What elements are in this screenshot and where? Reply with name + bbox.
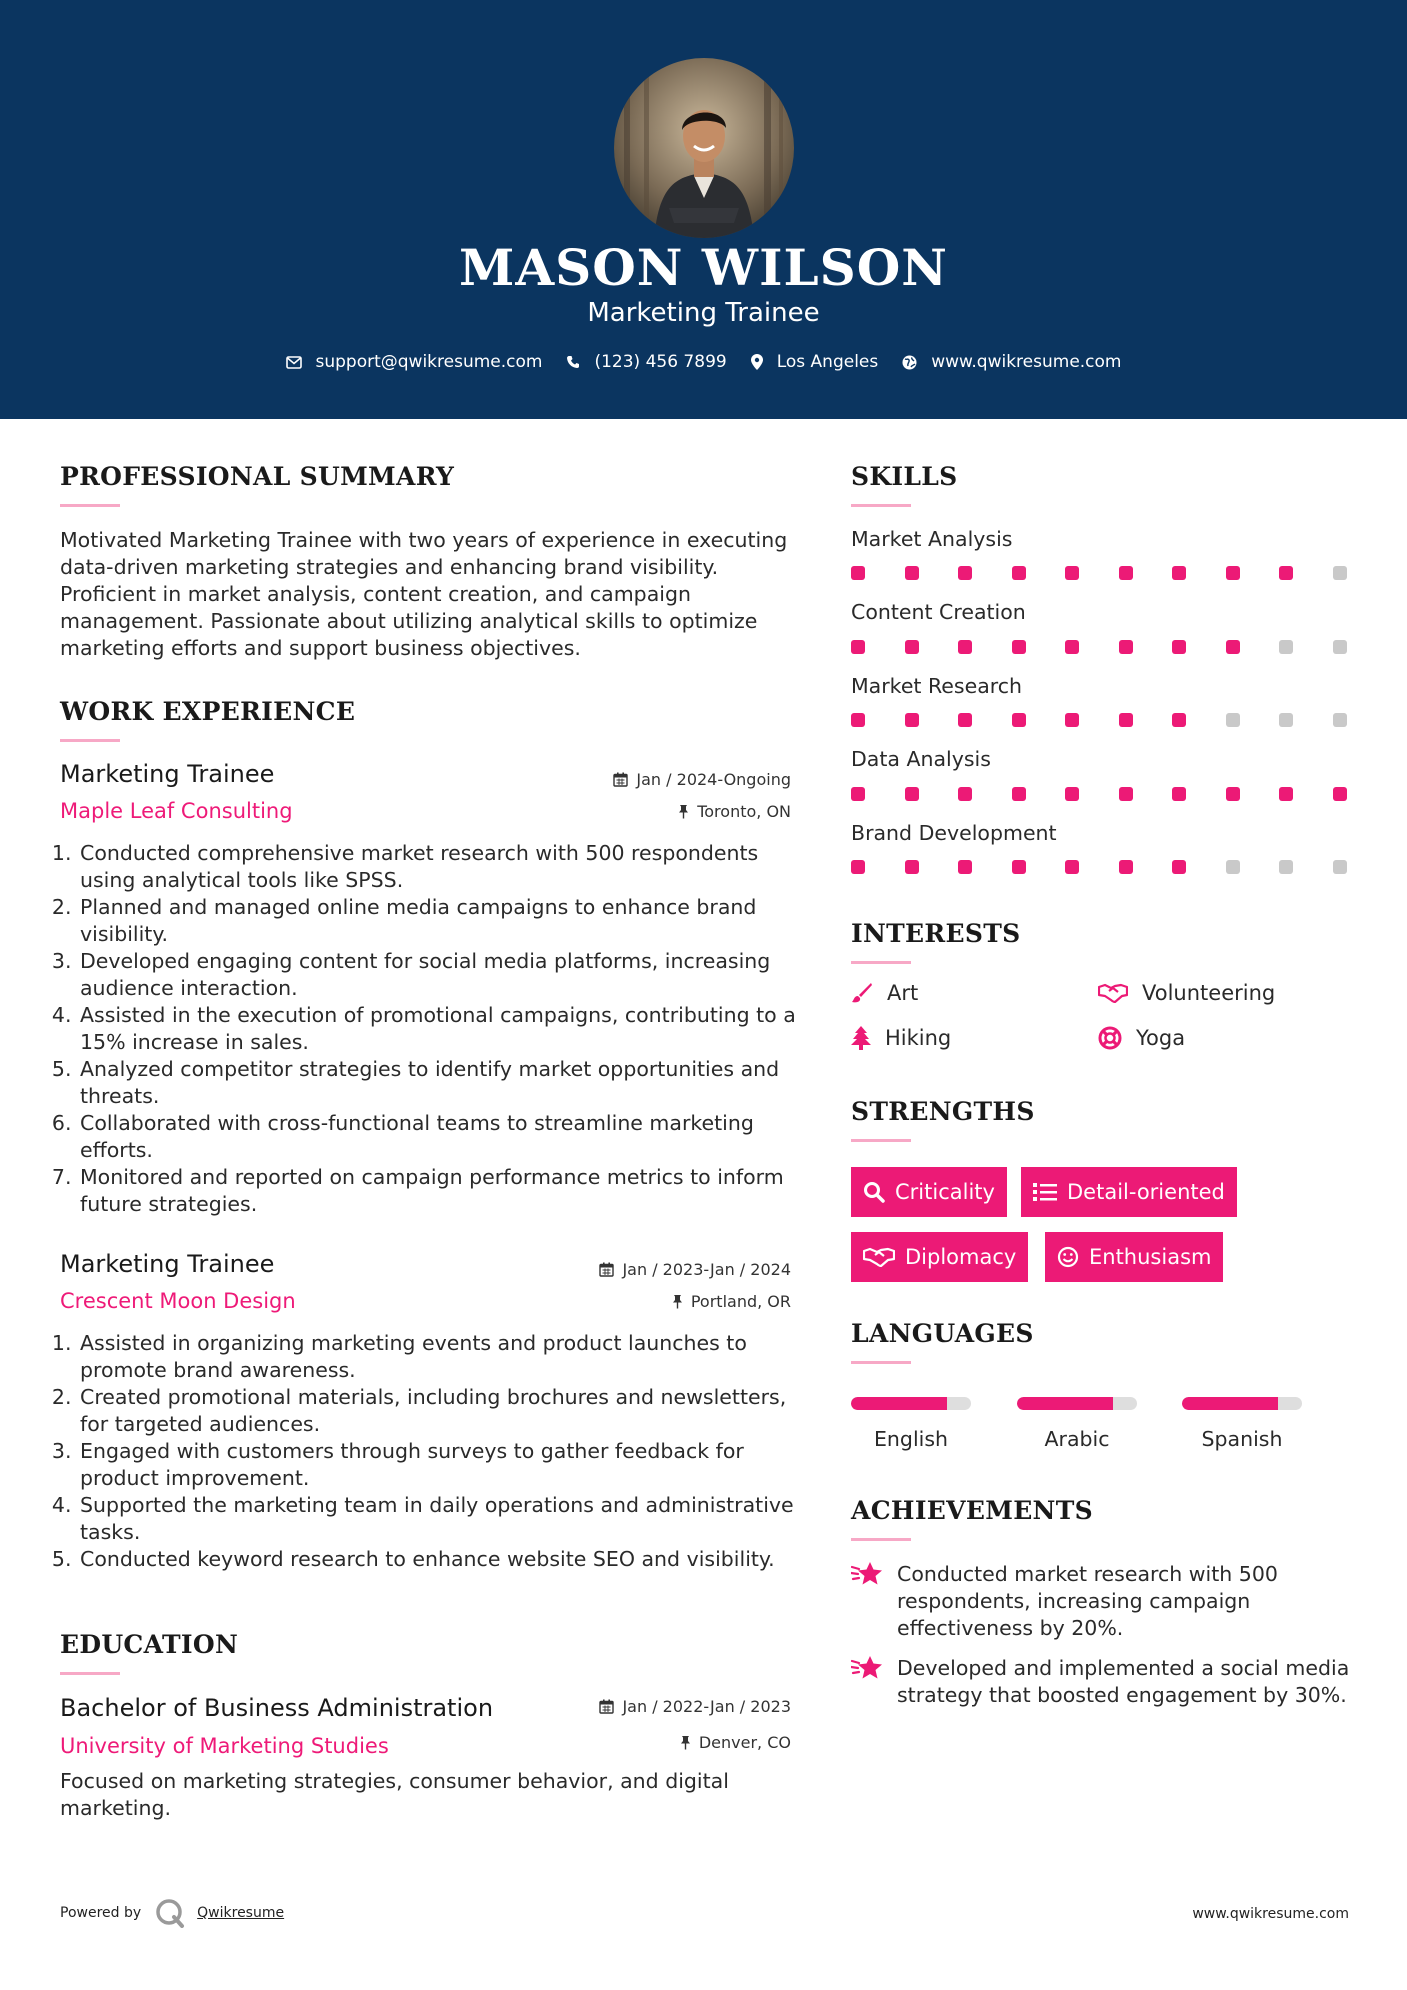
interest-label: Art: [887, 981, 919, 1005]
pushpin-icon: [678, 804, 689, 819]
smile-icon: [1057, 1246, 1079, 1268]
interest-label: Yoga: [1136, 1026, 1186, 1050]
interests-heading: INTERESTS: [851, 919, 1021, 948]
profile-photo: [614, 58, 794, 238]
list-item: 3. Engaged with customers through surveys to gather feedback for product improvement.: [78, 1438, 800, 1492]
pushpin-icon: [672, 1294, 683, 1309]
rating-dot-filled: [1333, 787, 1347, 801]
rating-dot-filled: [905, 566, 919, 580]
footer-powered-by: [60, 1898, 284, 1928]
rating-dot-filled: [1226, 640, 1240, 654]
skill-name: Data Analysis: [851, 747, 991, 771]
rating-dot-filled: [1065, 713, 1079, 727]
education-degree: Bachelor of Business Administration: [60, 1694, 494, 1722]
rating-dot-filled: [905, 860, 919, 874]
achievement-item: [851, 1561, 1351, 1642]
skills-divider: [851, 504, 911, 507]
envelope-icon: [286, 356, 302, 369]
globe-icon: [902, 355, 917, 370]
rating-dot-filled: [1012, 640, 1026, 654]
strength-label: Enthusiasm: [1089, 1245, 1212, 1269]
skills-heading: SKILLS: [851, 462, 958, 491]
rating-dot-filled: [905, 787, 919, 801]
strength-label: Diplomacy: [905, 1245, 1017, 1269]
calendar-icon: [599, 1699, 614, 1714]
job-2-date-text: Jan / 2023-Jan / 2024: [622, 1260, 791, 1279]
star-icon: [851, 1561, 883, 1587]
job-1-date: [450, 770, 791, 789]
rating-dot-filled: [1119, 787, 1133, 801]
skill-rating: [851, 566, 1386, 580]
list-item: 2. Created promotional materials, including brochures and newsletters, for targeted audiences.: [78, 1384, 800, 1438]
achievements-heading: ACHIEVEMENTS: [851, 1496, 1093, 1525]
rating-dot-empty: [1333, 713, 1347, 727]
contact-location[interactable]: [751, 352, 879, 372]
list-item: 5. Conducted keyword research to enhance website SEO and visibility.: [78, 1546, 800, 1573]
interests-divider: [851, 961, 911, 964]
lifebuoy-icon: [1098, 1026, 1122, 1050]
rating-dot-empty: [1333, 566, 1347, 580]
rating-dot-empty: [1279, 640, 1293, 654]
education-date: [450, 1697, 791, 1716]
contact-location-text: Los Angeles: [776, 352, 879, 372]
education-location-text: Denver, CO: [698, 1733, 791, 1752]
rating-dot-filled: [851, 787, 865, 801]
education-school: University of Marketing Studies: [60, 1734, 389, 1758]
rating-dot-filled: [1172, 640, 1186, 654]
rating-dot-filled: [1065, 566, 1079, 580]
job-2-location-text: Portland, OR: [690, 1292, 791, 1311]
rating-dot-filled: [1172, 787, 1186, 801]
achievement-text: Developed and implemented a social media strategy that boosted engagement by 30%.: [897, 1656, 1350, 1707]
language-level-bar: [1017, 1397, 1137, 1410]
rating-dot-filled: [1172, 860, 1186, 874]
rating-dot-empty: [1279, 860, 1293, 874]
job-1-company: Maple Leaf Consulting: [60, 799, 293, 823]
job-2-title: Marketing Trainee: [60, 1250, 275, 1278]
strength-tag: [1045, 1232, 1223, 1282]
skill-rating: [851, 713, 1386, 727]
job-2-location: [450, 1292, 791, 1311]
strength-label: Detail-oriented: [1067, 1180, 1225, 1204]
job-1-title: Marketing Trainee: [60, 760, 275, 788]
language-level-fill: [851, 1397, 947, 1410]
rating-dot-filled: [1012, 787, 1026, 801]
resume-header: [0, 0, 1407, 419]
contact-website[interactable]: [902, 352, 1121, 372]
rating-dot-filled: [1119, 640, 1133, 654]
rating-dot-filled: [905, 713, 919, 727]
rating-dot-filled: [1119, 566, 1133, 580]
job-2-company: Crescent Moon Design: [60, 1289, 296, 1313]
calendar-icon: [613, 772, 628, 787]
contact-website-text: www.qwikresume.com: [931, 352, 1122, 372]
interest-label: Hiking: [885, 1026, 952, 1050]
achievement-text: Conducted market research with 500 respondents, increasing campaign effectiveness by 20%.: [897, 1562, 1278, 1640]
rating-dot-filled: [1172, 713, 1186, 727]
rating-dot-empty: [1333, 860, 1347, 874]
qwikresume-logo-icon: [155, 1898, 185, 1928]
job-1-date-text: Jan / 2024-Ongoing: [636, 770, 791, 789]
summary-divider: [60, 504, 120, 507]
rating-dot-empty: [1333, 640, 1347, 654]
rating-dot-filled: [851, 713, 865, 727]
job-1-location-text: Toronto, ON: [697, 802, 791, 821]
candidate-role: Marketing Trainee: [587, 298, 820, 328]
map-marker-icon: [751, 354, 763, 370]
list-item: 4. Supported the marketing team in daily operations and administrative tasks.: [78, 1492, 800, 1546]
language-name: Arabic: [1044, 1427, 1110, 1451]
job-2-bullets: [60, 1330, 800, 1573]
rating-dot-empty: [1226, 713, 1240, 727]
interest-item: [1098, 981, 1275, 1005]
calendar-icon: [599, 1262, 614, 1277]
education-description: Focused on marketing strategies, consumer behavior, and digital marketing.: [60, 1769, 729, 1820]
skill-rating: [851, 860, 1386, 874]
interest-label: Volunteering: [1142, 981, 1276, 1005]
summary-heading: PROFESSIONAL SUMMARY: [60, 462, 455, 491]
powered-by-label: Powered by: [60, 1905, 142, 1921]
rating-dot-filled: [1012, 713, 1026, 727]
paintbrush-icon: [851, 982, 873, 1004]
interest-item: [1098, 1026, 1185, 1050]
list-item: 4. Assisted in the execution of promotional campaigns, contributing to a 15% increase in sales.: [78, 1002, 800, 1056]
education-heading: EDUCATION: [60, 1630, 239, 1659]
skill-name: Market Research: [851, 674, 1023, 698]
skill-rating: [851, 787, 1386, 801]
rating-dot-filled: [1119, 713, 1133, 727]
strength-tag: [851, 1167, 1007, 1217]
strengths-divider: [851, 1139, 911, 1142]
list-item: 6. Collaborated with cross-functional teams to streamline marketing efforts.: [78, 1110, 800, 1164]
rating-dot-filled: [1065, 640, 1079, 654]
handshake-icon: [863, 1247, 895, 1267]
job-2-date: [450, 1260, 791, 1279]
contact-phone[interactable]: [566, 352, 726, 372]
strength-label: Criticality: [895, 1180, 995, 1204]
language-name: English: [873, 1427, 949, 1451]
achievements-divider: [851, 1538, 911, 1541]
skill-name: Market Analysis: [851, 527, 1013, 551]
qwikresume-link[interactable]: Qwikresume: [197, 1905, 285, 1921]
contact-email-text: support@qwikresume.com: [315, 352, 543, 372]
profile-photo-image: [614, 58, 794, 238]
list-item: 7. Monitored and reported on campaign performance metrics to inform future strategies.: [78, 1164, 800, 1218]
strength-tag: [851, 1232, 1028, 1282]
rating-dot-filled: [905, 640, 919, 654]
contact-phone-text: (123) 456 7899: [594, 352, 727, 372]
search-icon: [863, 1181, 885, 1203]
language-level-fill: [1182, 1397, 1278, 1410]
list-item: 5. Analyzed competitor strategies to identify market opportunities and threats.: [78, 1056, 800, 1110]
rating-dot-filled: [851, 566, 865, 580]
job-1-location: [450, 802, 791, 821]
rating-dot-filled: [1226, 787, 1240, 801]
experience-divider: [60, 739, 120, 742]
list-item: 1. Assisted in organizing marketing events and product launches to promote brand awareness.: [78, 1330, 800, 1384]
skill-name: Content Creation: [851, 600, 1026, 624]
skill-name: Brand Development: [851, 821, 1057, 845]
rating-dot-filled: [958, 787, 972, 801]
list-item: 2. Planned and managed online media campaigns to enhance brand visibility.: [78, 894, 800, 948]
rating-dot-filled: [958, 640, 972, 654]
interest-item: [851, 1026, 951, 1050]
rating-dot-filled: [1279, 566, 1293, 580]
language-level-bar: [851, 1397, 971, 1410]
skill-rating: [851, 640, 1386, 654]
education-divider: [60, 1672, 120, 1675]
star-icon: [851, 1655, 883, 1681]
phone-icon: [566, 355, 580, 369]
contact-email[interactable]: [286, 352, 543, 372]
rating-dot-filled: [1065, 787, 1079, 801]
rating-dot-filled: [1012, 860, 1026, 874]
language-level-fill: [1017, 1397, 1113, 1410]
achievement-item: [851, 1655, 1351, 1709]
languages-heading: LANGUAGES: [851, 1319, 1034, 1348]
strengths-heading: STRENGTHS: [851, 1097, 1035, 1126]
rating-dot-filled: [1065, 860, 1079, 874]
tree-icon: [851, 1026, 871, 1050]
rating-dot-filled: [958, 713, 972, 727]
rating-dot-filled: [851, 640, 865, 654]
pushpin-icon: [680, 1735, 691, 1750]
language-name: Spanish: [1201, 1427, 1283, 1451]
rating-dot-filled: [958, 566, 972, 580]
rating-dot-filled: [1226, 566, 1240, 580]
handshake-icon: [1098, 983, 1128, 1003]
job-1-bullets: [60, 840, 800, 1218]
language-level-bar: [1182, 1397, 1302, 1410]
education-location: [450, 1733, 791, 1752]
rating-dot-filled: [1119, 860, 1133, 874]
interest-item: [851, 981, 918, 1005]
rating-dot-filled: [851, 860, 865, 874]
rating-dot-filled: [1172, 566, 1186, 580]
rating-dot-empty: [1279, 713, 1293, 727]
experience-heading: WORK EXPERIENCE: [60, 697, 356, 726]
contact-bar: [0, 352, 1407, 372]
rating-dot-empty: [1226, 860, 1240, 874]
rating-dot-filled: [958, 860, 972, 874]
rating-dot-filled: [1279, 787, 1293, 801]
rating-dot-filled: [1012, 566, 1026, 580]
list-item: 1. Conducted comprehensive market research with 500 respondents using analytical tools like SPSS.: [78, 840, 800, 894]
summary-text: Motivated Marketing Trainee with two years of experience in executing data-driven marketing strategies and enhancing brand visibility. Proficient in market analysis, content creation, and campaign management. Passionate about utilizing analytical skills to optimize marketing efforts and support business objectives.: [60, 528, 788, 660]
list-item: 3. Developed engaging content for social media platforms, increasing audience interaction.: [78, 948, 800, 1002]
languages-divider: [851, 1361, 911, 1364]
education-date-text: Jan / 2022-Jan / 2023: [622, 1697, 791, 1716]
candidate-name: MASON WILSON: [459, 238, 948, 297]
list-icon: [1033, 1182, 1057, 1202]
footer-website[interactable]: www.qwikresume.com: [1192, 1906, 1349, 1922]
strength-tag: [1021, 1167, 1237, 1217]
